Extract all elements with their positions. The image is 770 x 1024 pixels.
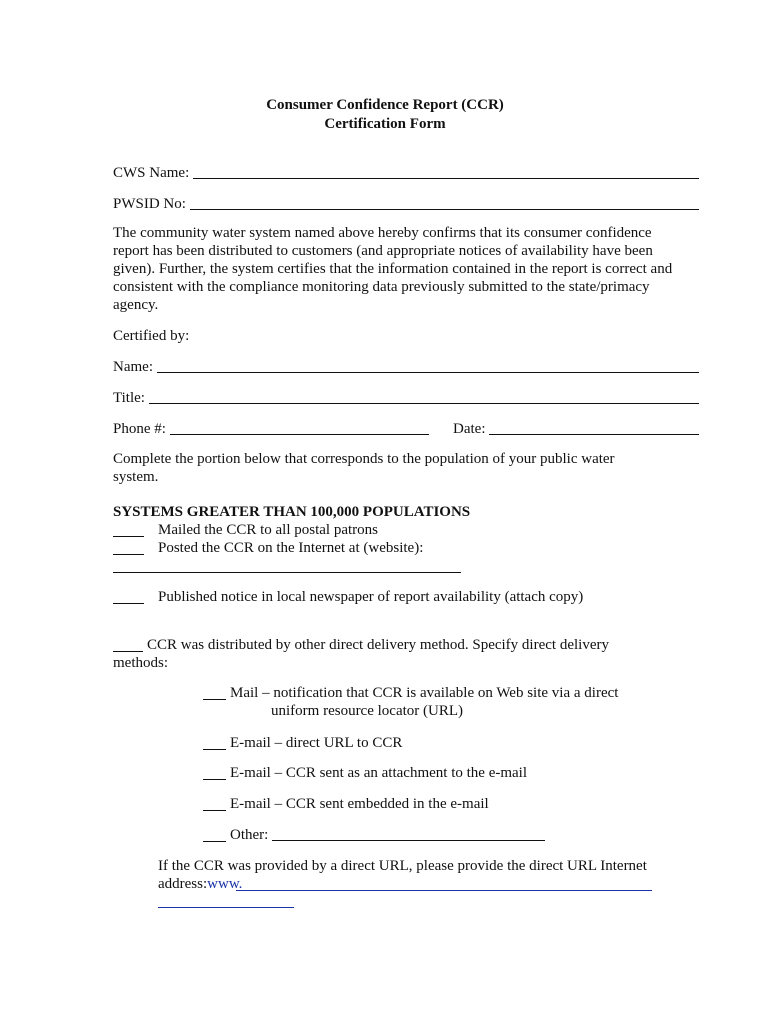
posted-checkbox-blank[interactable] xyxy=(113,540,144,555)
certified-by-label: Certified by: xyxy=(113,328,190,344)
email-embedded-blank[interactable] xyxy=(203,796,226,811)
option-published: Published notice in local newspaper of report availability (attach copy) xyxy=(158,589,584,605)
url-paragraph: If the CCR was provided by a direct URL, please provide the direct URL Internet xyxy=(158,858,647,874)
option-mailed: Mailed the CCR to all postal patrons xyxy=(158,522,378,538)
published-checkbox-blank[interactable] xyxy=(113,589,144,604)
pwsid-field[interactable] xyxy=(113,193,699,213)
pwsid-label: PWSID No: xyxy=(113,196,186,212)
url-link-line[interactable] xyxy=(236,890,652,891)
form-subtitle: Certification Form xyxy=(324,116,446,132)
website-line[interactable] xyxy=(113,572,461,573)
date-field[interactable] xyxy=(453,418,699,438)
cws-name-label: CWS Name: xyxy=(113,165,190,181)
url-address-label: address: xyxy=(158,876,208,892)
url-link-line-continued[interactable] xyxy=(158,907,294,908)
mail-method-blank[interactable] xyxy=(203,685,226,700)
pwsid-line[interactable] xyxy=(190,193,699,210)
complete-paragraph: Complete the portion below that corresponds to the population of your public water system. xyxy=(113,451,615,485)
title-label: Title: xyxy=(113,390,145,406)
phone-label: Phone #: xyxy=(113,421,166,437)
url-address-row xyxy=(158,875,242,893)
other-method-label: Other: xyxy=(230,827,269,843)
name-line[interactable] xyxy=(157,356,699,373)
name-label: Name: xyxy=(113,359,153,375)
method-email-attachment: E-mail – CCR sent as an attachment to the e-mail xyxy=(230,765,528,781)
section-heading: SYSTEMS GREATER THAN 100,000 POPULATIONS xyxy=(113,504,471,520)
date-label: Date: xyxy=(453,421,486,437)
other-method-line[interactable] xyxy=(272,824,545,841)
confirmation-paragraph: The community water system named above hereby confirms that its consumer confidence report has been distributed to customers (and appropriate notices of availability have been given). Further, the system certifies that the information contained in the report is correct and consistent with the compliance monitoring data previously submitted to the state/primacy agency. xyxy=(113,225,673,313)
form-title: Consumer Confidence Report (CCR) xyxy=(266,97,504,113)
cws-name-field[interactable] xyxy=(113,162,699,182)
other-method-field[interactable] xyxy=(230,824,545,844)
title-field[interactable] xyxy=(113,387,699,407)
option-posted: Posted the CCR on the Internet at (website): xyxy=(158,540,424,556)
method-mail-line1: Mail – notification that CCR is available on Web site via a direct xyxy=(230,685,619,701)
title-line[interactable] xyxy=(149,387,699,404)
url-prefix-link[interactable]: www. xyxy=(207,876,243,892)
method-email-url: E-mail – direct URL to CCR xyxy=(230,735,403,751)
method-email-embedded: E-mail – CCR sent embedded in the e-mail xyxy=(230,796,489,812)
phone-field[interactable] xyxy=(113,418,429,438)
email-url-blank[interactable] xyxy=(203,735,226,750)
other-method-blank[interactable] xyxy=(203,827,226,842)
mailed-checkbox-blank[interactable] xyxy=(113,522,144,537)
phone-line[interactable] xyxy=(170,418,429,435)
option-other-delivery: CCR was distributed by other direct delivery method. Specify direct delivery methods: xyxy=(113,637,609,671)
cws-name-line[interactable] xyxy=(193,162,699,179)
method-mail-line2: uniform resource locator (URL) xyxy=(271,703,464,719)
email-attachment-blank[interactable] xyxy=(203,765,226,780)
name-field[interactable] xyxy=(113,356,699,376)
date-line[interactable] xyxy=(489,418,699,435)
